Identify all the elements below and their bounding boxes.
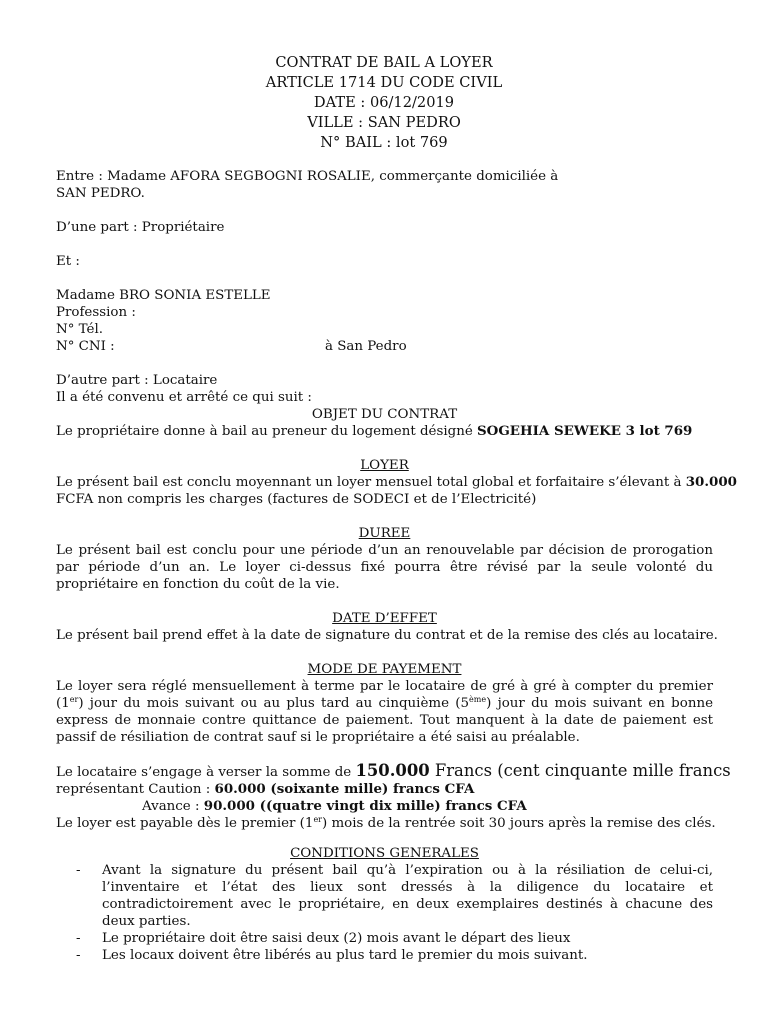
loyer-line-2: FCFA non compris les charges (factures de SODECI et de l’Electricité) [56, 492, 537, 507]
objet-title: OBJET DU CONTRAT [311, 407, 458, 422]
mode-payement-title: MODE DE PAYEMENT [307, 662, 462, 677]
tenant-name: Madame BRO SONIA ESTELLE [56, 288, 271, 303]
bullet-dash: - [76, 948, 81, 963]
tenant-phone: N° Tél. [56, 322, 104, 337]
bullet-dash: - [76, 863, 81, 878]
agreement-intro: Il a été convenu et arrêté ce qui suit : [56, 390, 312, 405]
conditions-list [56, 862, 713, 964]
landlord-role: D’une part : Propriétaire [56, 220, 225, 235]
contract-header [0, 53, 768, 153]
contract-body [56, 168, 737, 964]
condition-text: Avant la signature du présent bail qu’à l’expiration ou à la résiliation de celui-ci, l’inventaire et l’état des lieux sont dressés à la diligence du locataire et contradictoirement avec le propriétaire, en deux exemplaires destinés à chacune des deux parties. [102, 863, 713, 929]
avance-value: 90.000 ((quatre vingt dix mille) francs CFA [203, 798, 527, 814]
contract-city: VILLE : SAN PEDRO [307, 114, 461, 131]
and-label: Et : [56, 254, 80, 269]
date-effet-text: Le présent bail prend effet à la date de signature du contrat et de la remise des clés au locataire. [56, 628, 718, 643]
engagement-text-a: Le locataire s’engage à verser la somme de [56, 765, 356, 780]
superscript-er: er [69, 695, 79, 704]
duree-text: Le présent bail est conclu pour une période d’un an renouvelable par décision de prorogation par période d’un an. Le loyer ci-dessus fixé pourra être révisé par la seule volonté du propriétaire en fonction du coût de la vie. [56, 543, 713, 592]
mode-payement-text-3: ) jour du mois suivant en bonne express de monnaie contre quittance de paiement. Tout manquent à la date de paiement est passif de résiliation de contrat sauf si le propriétaire a été saisi au préalable. [56, 696, 713, 745]
superscript-er-2: er [313, 815, 322, 824]
landlord-line-2: SAN PEDRO. [56, 186, 145, 201]
duree-title: DUREE [358, 526, 411, 541]
tenant-id-place: à San Pedro [325, 339, 407, 354]
rent-amount: 30.000 [685, 474, 737, 490]
loyer-text-a: Le présent bail est conclu moyennant un loyer mensuel total global et forfaitaire s’élevant à [56, 475, 686, 490]
tenant-role: D’autre part : Locataire [56, 373, 218, 388]
payable-text-a: Le loyer est payable dès le premier (1 [56, 816, 314, 831]
total-amount: 150.000 [355, 761, 430, 780]
property-designation: SOGEHIA SEWEKE 3 lot 769 [477, 423, 693, 439]
payable-text-b: ) mois de la rentrée soit 30 jours après la remise des clés. [322, 816, 716, 831]
condition-text: Les locaux doivent être libérés au plus tard le premier du mois suivant. [102, 948, 588, 963]
article-reference: ARTICLE 1714 DU CODE CIVIL [265, 74, 503, 91]
superscript-eme: ème [469, 695, 487, 704]
contract-date: DATE : 06/12/2019 [313, 94, 455, 111]
list-item [56, 947, 713, 964]
avance-label: Avance : [142, 799, 204, 814]
caution-label: représentant Caution : [56, 782, 215, 797]
caution-value: 60.000 (soixante mille) francs CFA [214, 781, 475, 797]
loyer-line-1 [56, 474, 737, 491]
payable-line [56, 815, 716, 832]
date-effet-title: DATE D’EFFET [332, 611, 437, 626]
landlord-line-1: Entre : Madame AFORA SEGBOGNI ROSALIE, commerçante domiciliée à [56, 169, 559, 184]
list-item [56, 862, 713, 930]
list-item [56, 930, 713, 947]
avance-line [56, 798, 713, 815]
mode-payement-text-2: ) jour du mois suivant ou au plus tard au cinquième (5 [78, 696, 470, 711]
tenant-id-line [56, 338, 713, 355]
condition-text: Le propriétaire doit être saisi deux (2) mois avant le départ des lieux [102, 931, 571, 946]
tenant-profession: Profession : [56, 305, 136, 320]
mode-payement-text [56, 678, 713, 746]
contract-title: CONTRAT DE BAIL A LOYER [275, 54, 493, 71]
objet-text-main: Le propriétaire donne à bail au preneur du logement désigné [56, 424, 477, 439]
engagement-text-b: Francs (cent cinquante mille francs [429, 761, 731, 780]
objet-text [56, 423, 713, 440]
mode-payement-text-1: Le loyer sera réglé mensuellement à terme par le locataire de gré à gré à compter du premier (1 [56, 679, 713, 711]
lease-number: N° BAIL : lot 769 [320, 134, 448, 151]
conditions-title: CONDITIONS GENERALES [290, 846, 479, 861]
engagement-line [56, 761, 731, 781]
bullet-dash: - [76, 931, 81, 946]
tenant-id-label: N° CNI : [56, 339, 115, 354]
loyer-title: LOYER [360, 458, 409, 473]
caution-line [56, 781, 713, 798]
